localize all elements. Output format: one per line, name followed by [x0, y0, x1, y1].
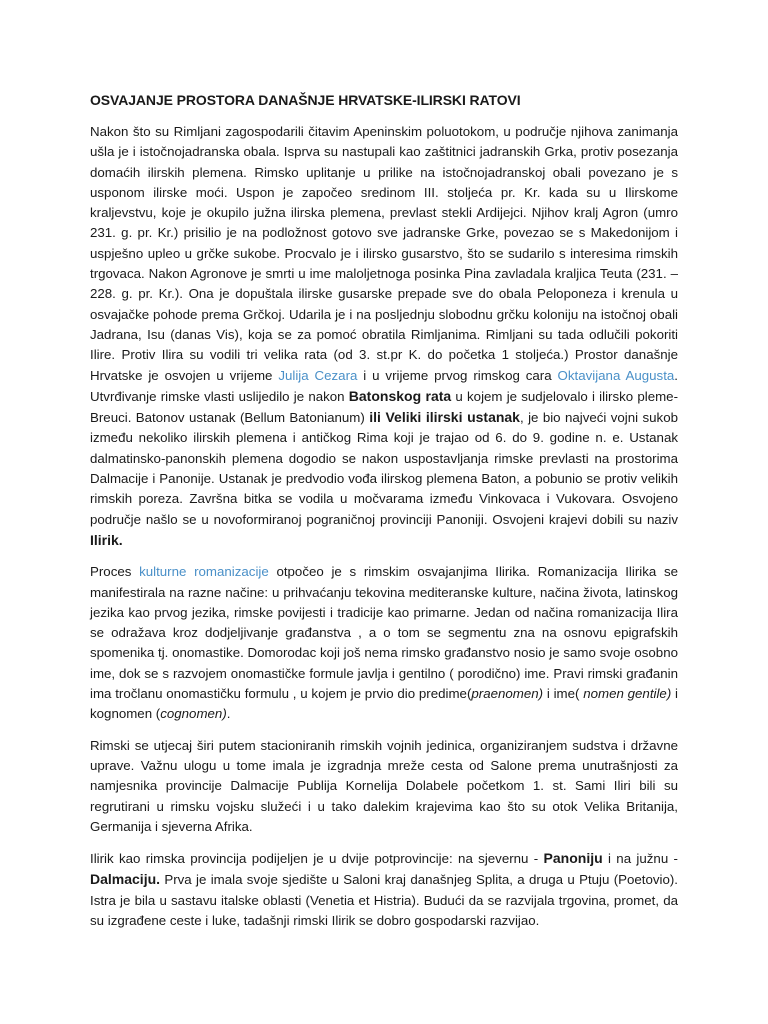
document-body	[90, 92, 678, 942]
text-run: i kognomen (	[90, 686, 678, 722]
paragraph-influence: Rimski se utjecaj širi putem stacioniranih rimskih vojnih jedinica, organiziranjem sudstva i državne uprave. Važnu ulogu u tome imala je izgradnja mreže cesta od Salone prema unutrašnjosti za namjesnika provincije Dalmacije Publija Kornelija Dolabele početkom 1. st. Sami Iliri bili su regrutirani u rimsku vojsku služeći i u tako dalekim krajevima kao što su otok Velika Britanija, Germanija i sjeverna Afrika.	[90, 737, 678, 834]
bold-batonskog-rata: Batonskog rata	[348, 387, 452, 404]
bold-panoniju: Panoniju	[543, 850, 603, 867]
text-run: Prva je imala svoje sjedište u Saloni kraj današnjeg Splita, a druga u Ptuju (Poetovio). Istra je bila u sastavu italske oblasti (Venetia et Histria). Budući da se razvijala trgovina, promet, da su izgrađene ceste i luke, tadašnji rimski Ilirik se dobro gospodarski razvijao.	[90, 872, 678, 928]
text-run: Nakon što su Rimljani zagospodarili čitavim Apeninskim poluotokom, u područje njihova zanimanja ušla je i istočnojadranska obala. Isprva su nastupali kao zaštitnici jadranskih Grka, protiv posezanja domaćih ilirskih plemena. Rimsko uplitanje u prilike na istočnojadranskoj obali povezano je s usponom ilirske moći. Uspon je započeo sredinom III. stoljeća pr. Kr. kada su u Ilirskome kraljevstvu, koje je okupilo južna ilirska plemena, prevlast stekli Ardijejci. Njihov kralj Agron (umro 231. g. pr. Kr.) prisilio je na podložnost gotovo sve jadranske Grke, povezao se s Makedonijom i uspješno upleo u grčke sukobe. Procvalo je i ilirsko gusarstvo, što se sudarilo s interesima rimskih trgovaca. Nakon Agronove je smrti u ime maloljetnoga posinka Pina zavladala kraljica Teuta (231. – 228. g. pr. Kr.). Ona je dopuštala ilirske gusarske prepade sve do obala Peloponeza i krenula u osvajačke pohode prema Grčkoj. Udarila je i na posljednju slobodnu grčku koloniju na istočnoj obali Jadrana, Isu (danas Vis), koja se za pomoć obratila Rimljanima. Rimljani su tada odlučili pokoriti Ilire. Protiv Ilira su vodili tri velika rata (od 3. st.pr K. do početka 1 stoljeća.) Prostor današnje Hrvatske je osvojen u vrijeme	[90, 124, 678, 383]
text-run: i u vrijeme prvog rimskog cara	[357, 367, 558, 383]
italic-nomen-gentile: nomen gentile)	[583, 686, 672, 702]
bold-dalmaciju: Dalmaciju.	[90, 871, 161, 888]
bold-ilirik: Ilirik.	[90, 531, 123, 548]
text-run: i ime(	[543, 686, 584, 702]
link-oktavijan-august[interactable]: Oktavijana Augusta	[557, 367, 675, 383]
text-run: otpočeo je s rimskim osvajanjima Ilirika. Romanizacija Ilirika se manifestirala na razne načine: u prihvaćanju tekovina mediteranske kulture, načina života, latinskog jezika kao prvog jezika, rimske povijesti i tradicije kao primarne. Jedan od načina romanizacija Ilira se odražava kroz dodjeljivanje građanstva , a o tom se segmentu zna na osnovu epigrafskih spomenika tj. onomastike. Domorodac koji još nema rimsko građanstvo nosio je samo svoje osobno ime, dok se s razvojem onomastičke formule javlja i gentilno ( porodično) ime. Pravi rimski građanin ima tročlanu onomastičku formulu , u kojem je prvio dio predime(	[90, 564, 678, 702]
text-run: i na južnu -	[602, 851, 678, 867]
paragraph-conquest	[90, 122, 678, 551]
text-run: , je bio najveći vojni sukob između nekoliko ilirskih plemena i antičkog Rima koji je trajao od 6. do 9. godine n. e. Ustanak dalmatinsko-panonskih plemena dogodio se nakon uspostavljanja rimske prevlasti na prostorima Dalmacije i Panonije. Ustanak je predvodio vođa ilirskog plemena Baton, a pobunio se protiv velikih rimskih poreza. Završna bitka se vodila u močvarama između Vinkovaca i Vukovara. Osvojeno područje našlo se u novoformiranoj pograničnoj provinciji Panoniji. Osvojeni krajevi dobili su naziv	[90, 410, 678, 527]
document-title: OSVAJANJE PROSTORA DANAŠNJE HRVATSKE-ILIRSKI RATOVI	[90, 92, 521, 108]
italic-praenomen: praenomen)	[471, 686, 544, 702]
text-run: Ilirik kao rimska provincija podijeljen je u dvije potprovincije: na sjevernu -	[90, 851, 544, 867]
paragraph-romanization	[90, 562, 678, 724]
bold-veliki-ilirski-ustanak: ili Veliki ilirski ustanak	[369, 409, 520, 426]
link-kulturne-romanizacije[interactable]: kulturne romanizacije	[139, 564, 269, 580]
paragraph-province	[90, 848, 678, 931]
italic-cognomen: cognomen)	[160, 706, 227, 722]
text-run: Proces	[90, 564, 140, 580]
text-run: .	[226, 706, 231, 722]
link-julije-cezar[interactable]: Julija Cezara	[278, 367, 358, 383]
text-run: . Utvrđivanje rimske vlasti uslijedilo je nakon	[90, 367, 678, 404]
text-run: u kojem je sudjelovalo i ilirsko pleme-Breuci. Batonov ustanak (Bellum Batonianum)	[90, 388, 678, 426]
